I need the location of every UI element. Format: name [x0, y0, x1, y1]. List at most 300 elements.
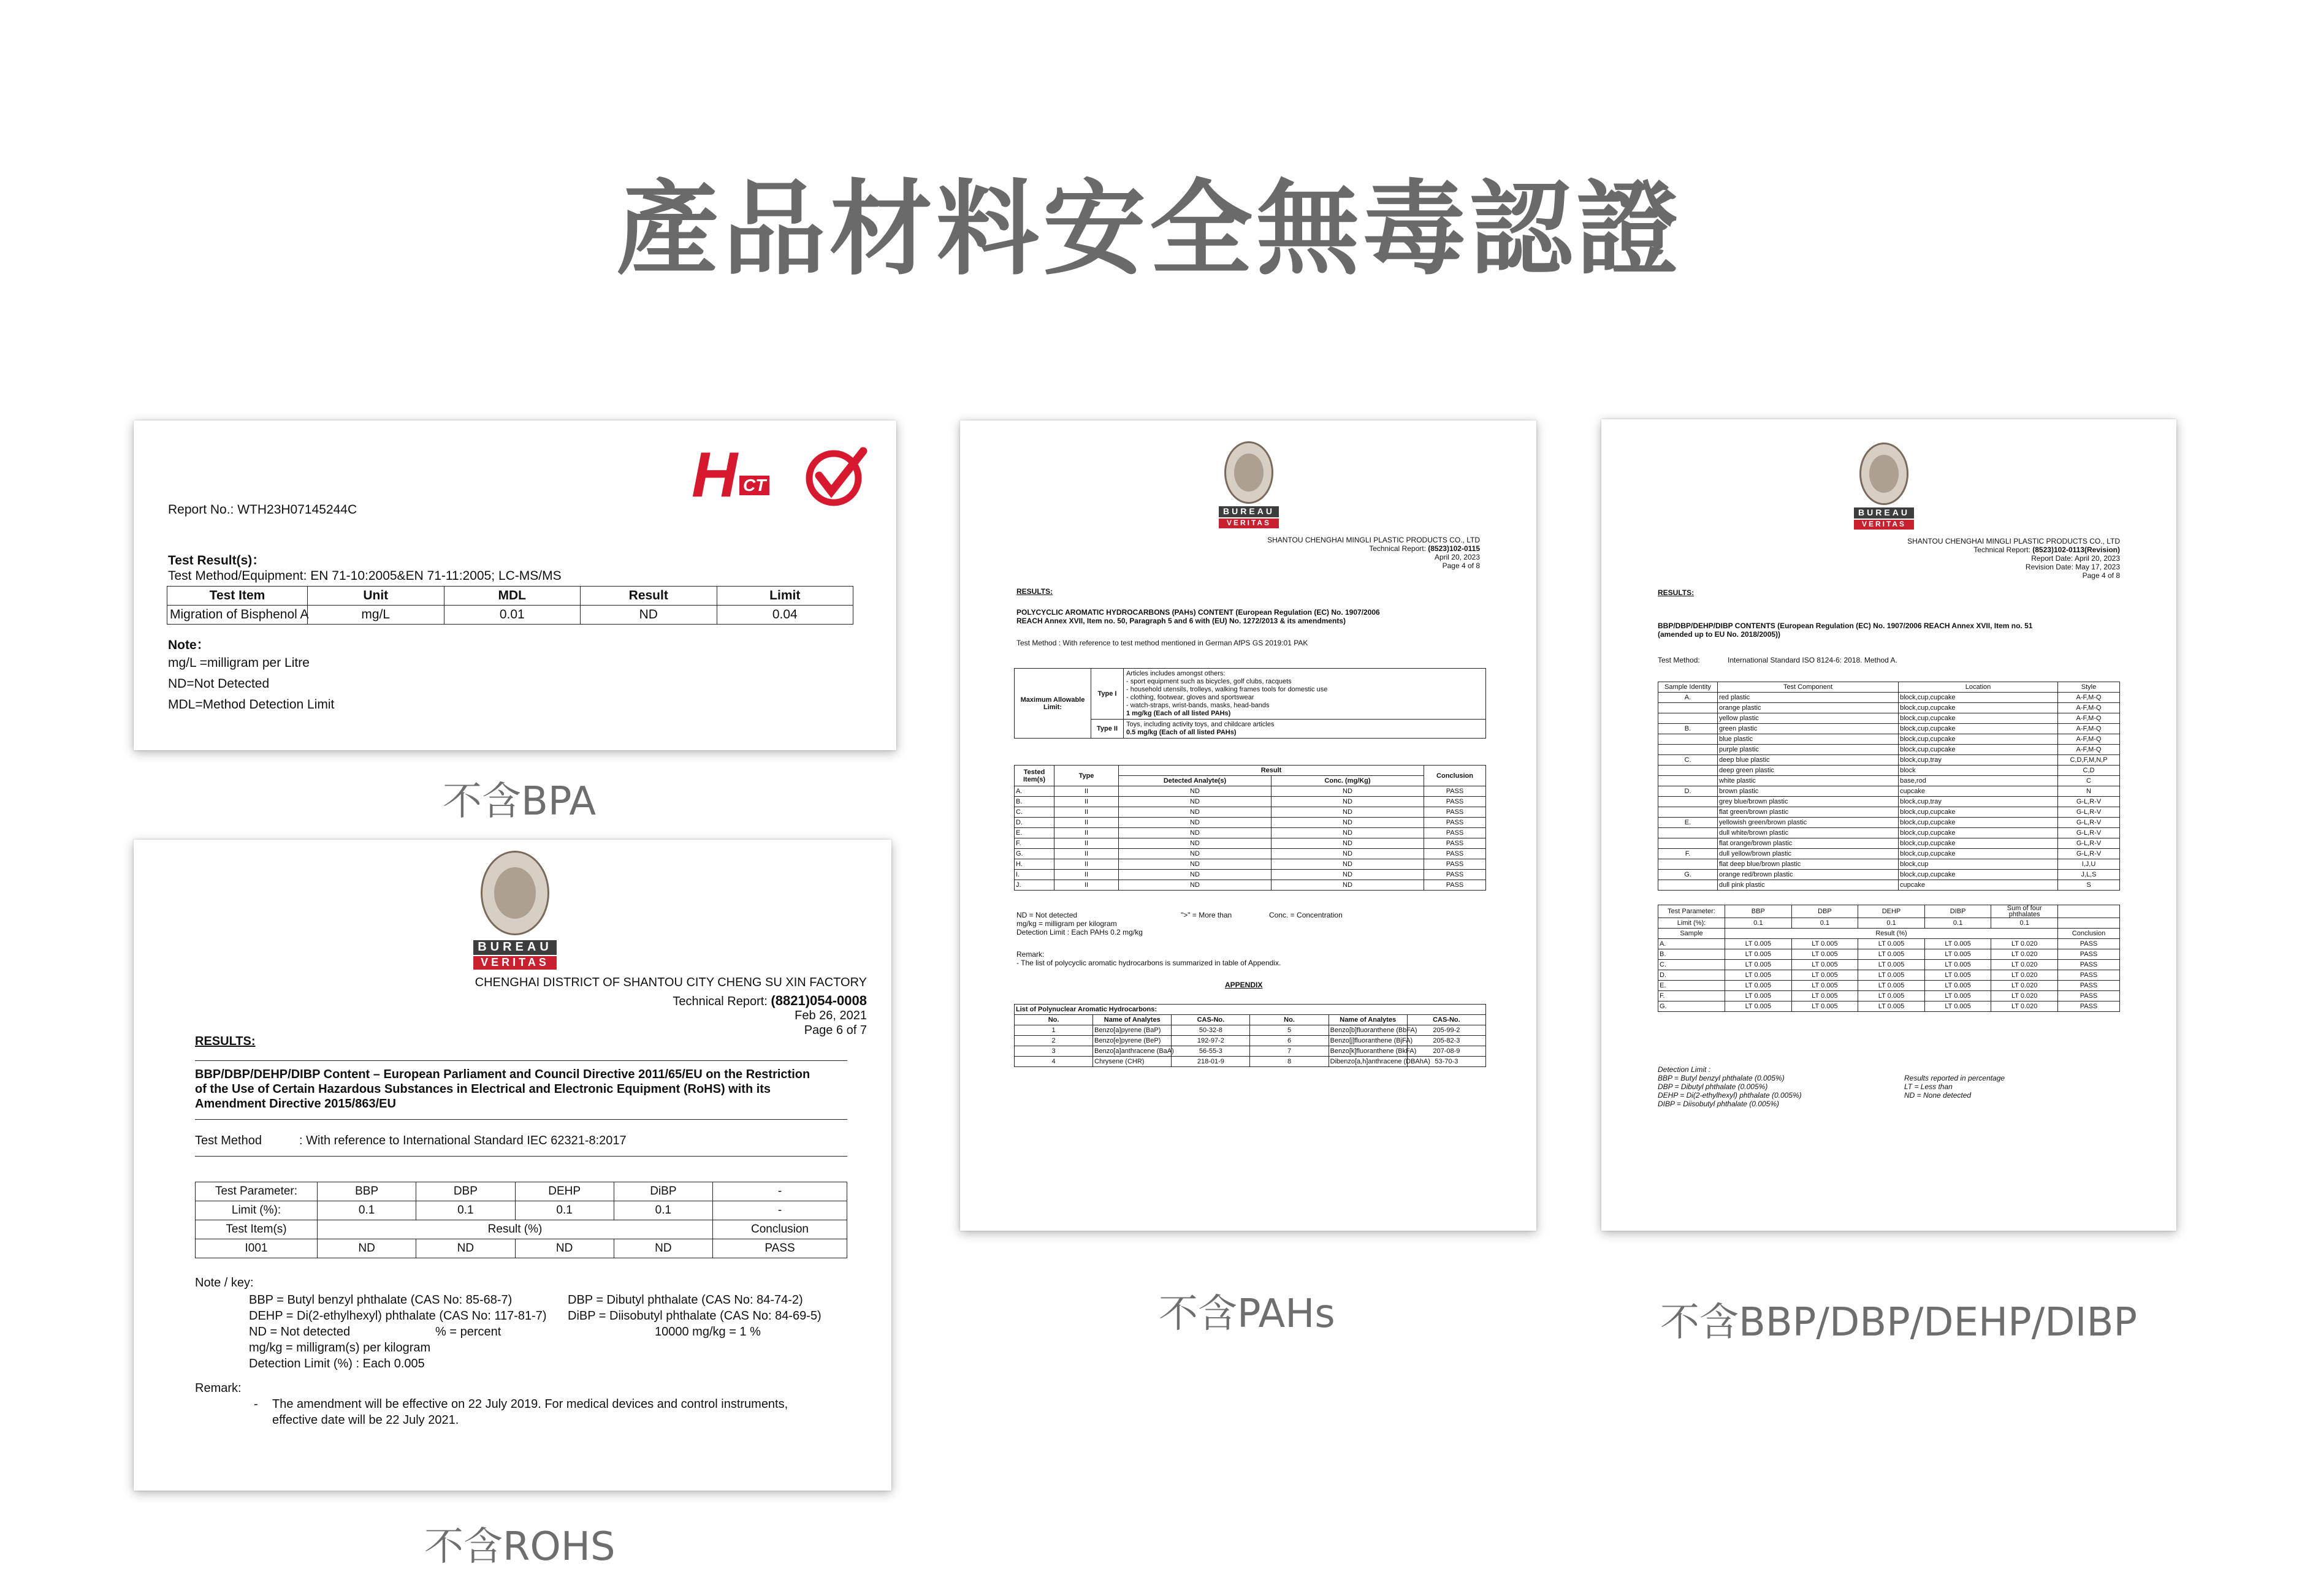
table-cell: 192-97-2 [1172, 1036, 1250, 1046]
table-cell [1658, 713, 1718, 724]
table-cell [1658, 734, 1718, 745]
table-cell: LT 0.005 [1791, 981, 1858, 991]
phthalate-result-rows [1658, 939, 2120, 1012]
desc-line: Articles includes amongst others: [1126, 670, 1226, 677]
table-row [1658, 970, 2120, 981]
bureau-veritas-logo [1854, 443, 1914, 532]
company-name: SHANTOU CHENGHAI MINGLI PLASTIC PRODUCTS CO., LTD [1267, 536, 1480, 544]
report-date: Feb 26, 2021 [795, 1009, 867, 1022]
table-header: Test Component [1718, 682, 1899, 693]
note-line: ND = Not detected [1016, 911, 1078, 919]
table-row [1015, 818, 1486, 828]
table-cell: 0.1 [318, 1201, 416, 1220]
table-row [1658, 918, 2120, 929]
pahs-result-table [1014, 765, 1486, 891]
table-cell: 2 [1015, 1036, 1093, 1046]
table-cell: block,cup,cupcake [1899, 818, 2058, 828]
table-cell: 0.1 [1858, 918, 1925, 929]
rohs-test-report [134, 840, 891, 1491]
table-row [1015, 786, 1486, 797]
table-cell: Benzo[j]fluoranthene (BjFA) [1329, 1036, 1407, 1046]
table-cell: LT 0.005 [1725, 939, 1792, 949]
table-cell: 0.1 [1924, 918, 1991, 929]
table-cell: LT 0.005 [1791, 991, 1858, 1001]
table-cell: ND [1272, 807, 1424, 818]
table-cell: block,cup,cupcake [1899, 870, 2058, 880]
table-cell: D. [1658, 970, 1725, 981]
table-cell: LT 0.005 [1791, 949, 1858, 960]
bpa-test-report [134, 420, 896, 750]
table-header: No. [1250, 1015, 1329, 1025]
table-row [196, 1220, 847, 1239]
bpa-result-table [167, 586, 853, 625]
table-cell: PASS [2058, 970, 2120, 981]
table-cell: block,cup,cupcake [1899, 724, 2058, 734]
table-cell: flat deep blue/brown plastic [1718, 859, 1899, 870]
table-cell: Benzo[a]pyrene (BaP) [1093, 1025, 1172, 1036]
report-label: Technical Report: [1369, 544, 1426, 553]
table-cell: Conclusion [2058, 929, 2120, 939]
table-header: MDL [444, 587, 581, 606]
desc-line: Toys, including activity toys, and childcare articles [1126, 721, 1275, 728]
note-line: DIBP = Diisobutyl phthalate (0.005%) [1658, 1100, 1779, 1108]
table-cell: Sample [1658, 929, 1725, 939]
caption-phthalates: 不含BBP/DBP/DEHP/DIBP [1660, 1300, 2137, 1345]
table-cell: Test Parameter: [1658, 905, 1725, 918]
table-cell: LT 0.005 [1791, 1001, 1858, 1012]
table-cell: PASS [1424, 828, 1486, 838]
hct-logo-sub: CT [739, 476, 769, 495]
table-cell: block,cup [1899, 859, 2058, 870]
sample-rows [1658, 693, 2120, 891]
table-cell: block,cup,cupcake [1899, 703, 2058, 713]
table-row [1658, 838, 2120, 849]
table-cell: 218-01-9 [1172, 1057, 1250, 1067]
revision-date: Revision Date: May 17, 2023 [2025, 563, 2120, 571]
table-cell: A. [1658, 693, 1718, 703]
table-cell: PASS [1424, 880, 1486, 891]
table-cell: II [1054, 880, 1119, 891]
phthalates-test-report [1601, 419, 2176, 1231]
table-cell: ND [1119, 870, 1272, 880]
table-header: CAS-No. [1172, 1015, 1250, 1025]
page-number: Page 4 of 8 [1442, 561, 1480, 570]
type-cell: Type II [1091, 720, 1124, 739]
table-cell: 6 [1250, 1036, 1329, 1046]
table-cell: white plastic [1718, 776, 1899, 786]
table-header: Conclusion [1424, 766, 1486, 786]
page-number: Page 4 of 8 [2082, 571, 2120, 580]
bureau-veritas-logo [1219, 441, 1279, 531]
table-header: Result [581, 587, 717, 606]
table-header: Tested Item(s) [1015, 766, 1054, 786]
table-cell: PASS [1424, 807, 1486, 818]
table-cell: G-L,R-V [2058, 807, 2120, 818]
test-method: Test Method : With reference to test method mentioned in German AfPS GS 2019:01 PAK [1016, 639, 1308, 647]
table-header: CAS-No. [1407, 1015, 1485, 1025]
bv-veritas-label: VERITAS [473, 956, 557, 970]
table-row [1658, 724, 2120, 734]
table-cell: LT 0.005 [1924, 1001, 1991, 1012]
table-cell: LT 0.005 [1725, 1001, 1792, 1012]
table-row [1015, 1046, 1486, 1057]
table-cell: 8 [1250, 1057, 1329, 1067]
table-cell: II [1054, 818, 1119, 828]
table-cell: purple plastic [1718, 745, 1899, 755]
type2-description [1124, 720, 1486, 739]
table-cell: DEHP [1858, 905, 1925, 918]
hct-logo-mark: H [692, 439, 738, 511]
table-cell: 0.1 [1991, 918, 2058, 929]
table-cell: A-F,M-Q [2058, 724, 2120, 734]
note-line: mg/kg = milligram(s) per kilogram [249, 1341, 431, 1355]
table-cell [1658, 828, 1718, 838]
table-cell: A-F,M-Q [2058, 713, 2120, 724]
table-cell: LT 0.005 [1725, 981, 1792, 991]
table-cell: C. [1658, 755, 1718, 766]
table-header-row [167, 587, 853, 606]
table-cell: I001 [196, 1239, 318, 1258]
table-row [1658, 828, 2120, 838]
table-cell [1658, 745, 1718, 755]
table-row [1015, 828, 1486, 838]
pahs-result-rows [1015, 786, 1486, 891]
table-cell: ND [1119, 818, 1272, 828]
bv-seal-icon [1859, 443, 1908, 505]
table-cell: LT 0.005 [1858, 970, 1925, 981]
note-line: ND=Not Detected [168, 677, 270, 691]
section-heading: (amended up to EU No. 2018/2005)) [1658, 630, 1781, 639]
table-cell: C,D [2058, 766, 2120, 776]
table-cell: 4 [1015, 1057, 1093, 1067]
table-cell: deep green plastic [1718, 766, 1899, 776]
note-line: ">" = More than [1181, 911, 1232, 919]
table-cell: 0.01 [444, 606, 581, 625]
pahs-test-report [960, 420, 1536, 1231]
phthalate-result-table [1658, 905, 2120, 1012]
table-cell: - [713, 1201, 847, 1220]
report-date: Report Date: April 20, 2023 [2031, 554, 2120, 563]
table-cell: flat orange/brown plastic [1718, 838, 1899, 849]
table-cell: LT 0.020 [1991, 939, 2058, 949]
table-cell: Result (%) [318, 1220, 713, 1239]
table-cell: BBP [318, 1182, 416, 1201]
table-cell: ND [1119, 849, 1272, 859]
table-cell: block,cup,cupcake [1899, 807, 2058, 818]
table-row [1658, 849, 2120, 859]
table-row [1658, 870, 2120, 880]
table-cell [1658, 838, 1718, 849]
note-line: Conc. = Concentration [1269, 911, 1343, 919]
table-cell: green plastic [1718, 724, 1899, 734]
table-cell: Benzo[e]pyrene (BeP) [1093, 1036, 1172, 1046]
remark-line: - The list of polycyclic aromatic hydrocarbons is summarized in table of Appendix. [1016, 959, 1281, 967]
table-cell: LT 0.005 [1725, 949, 1792, 960]
bv-seal-icon [481, 851, 549, 935]
table-row [1658, 745, 2120, 755]
table-row [1658, 929, 2120, 939]
table-cell [2058, 918, 2120, 929]
table-cell: F. [1015, 838, 1054, 849]
note-line: ND = None detected [1904, 1091, 1972, 1100]
table-header: Name of Analytes [1329, 1015, 1407, 1025]
note-line: DiBP = Diisobutyl phthalate (CAS No: 84-69-5) [568, 1309, 822, 1323]
table-cell: 53-70-3 [1407, 1057, 1485, 1067]
report-number: (8821)054-0008 [771, 993, 867, 1008]
table-cell: E. [1015, 828, 1054, 838]
table-row [167, 606, 853, 625]
table-cell: LT 0.005 [1924, 960, 1991, 970]
table-cell: LT 0.005 [1858, 939, 1925, 949]
results-heading: Test Result(s)： [168, 553, 265, 568]
bv-seal-icon [1224, 441, 1273, 504]
table-cell: ND [1119, 797, 1272, 807]
section-heading: REACH Annex XVII, Item no. 50, Paragraph 5 and 6 with (EU) No. 1272/2013 & its amendments) [1016, 617, 1346, 625]
table-cell: I,J,U [2058, 859, 2120, 870]
note-line: mg/L =milligram per Litre [168, 656, 310, 670]
section-heading: BBP/DBP/DEHP/DIBP Content – European Parliament and Council Directive 2011/65/EU on the Restriction [195, 1068, 810, 1081]
table-row [196, 1201, 847, 1220]
table-header: Detected Analyte(s) [1119, 776, 1272, 786]
table-cell: LT 0.005 [1858, 949, 1925, 960]
test-method: International Standard ISO 8124-6: 2018. Method A. [1728, 656, 1897, 664]
table-cell: LT 0.020 [1991, 970, 2058, 981]
divider [195, 1119, 847, 1120]
results-heading: RESULTS: [195, 1035, 256, 1048]
caption-rohs: 不含ROHS [424, 1524, 616, 1570]
table-cell [2058, 905, 2120, 918]
note-line: Detection Limit (%) : Each 0.005 [249, 1357, 425, 1370]
table-row [1658, 1001, 2120, 1012]
desc-line: 1 mg/kg (Each of all listed PAHs) [1126, 710, 1231, 717]
bv-veritas-label: VERITAS [1854, 520, 1914, 530]
table-cell: yellowish green/brown plastic [1718, 818, 1899, 828]
page-title: 產品材料安全無毒認證 [616, 169, 1683, 289]
table-cell: C,D,F,M,N,P [2058, 755, 2120, 766]
desc-line: - household utensils, trolleys, walking frames tools for domestic use [1126, 686, 1328, 693]
technical-report [673, 993, 867, 1009]
table-cell: LT 0.020 [1991, 960, 2058, 970]
table-cell: mg/L [308, 606, 444, 625]
table-cell: LT 0.005 [1858, 991, 1925, 1001]
note-line: % = percent [435, 1325, 501, 1339]
table-cell: Dibenzo[a,h]anthracene (DBAhA) [1329, 1057, 1407, 1067]
table-cell: ND [515, 1239, 614, 1258]
table-cell: A-F,M-Q [2058, 693, 2120, 703]
table-cell: ND [1119, 807, 1272, 818]
table-cell: B. [1658, 949, 1725, 960]
table-cell: A-F,M-Q [2058, 745, 2120, 755]
table-row [1015, 669, 1486, 720]
table-row [1658, 786, 2120, 797]
table-cell: Benzo[b]fluoranthene (BbFA) [1329, 1025, 1407, 1036]
table-cell: block,cup,tray [1899, 755, 2058, 766]
table-cell: PASS [1424, 859, 1486, 870]
table-cell: H. [1015, 859, 1054, 870]
table-cell: PASS [2058, 1001, 2120, 1012]
table-cell: G-L,R-V [2058, 818, 2120, 828]
table-header: Result [1119, 766, 1424, 776]
technical-report [1369, 544, 1480, 553]
table-cell: Benzo[k]fluoranthene (BkFA) [1329, 1046, 1407, 1057]
table-cell: Limit (%): [1658, 918, 1725, 929]
company-name: SHANTOU CHENGHAI MINGLI PLASTIC PRODUCTS CO., LTD [1907, 537, 2120, 545]
results-heading: RESULTS: [1016, 587, 1053, 596]
divider [195, 1060, 847, 1061]
desc-line: - watch-straps, wrist-bands, masks, head-bands [1126, 702, 1270, 709]
table-cell: 0.1 [515, 1201, 614, 1220]
table-cell: A. [1015, 786, 1054, 797]
table-cell: C [2058, 776, 2120, 786]
table-row [1015, 870, 1486, 880]
table-cell: I. [1015, 870, 1054, 880]
table-header: Name of Analytes [1093, 1015, 1172, 1025]
table-cell: II [1054, 807, 1119, 818]
table-cell: J. [1015, 880, 1054, 891]
table-row [1015, 1025, 1486, 1036]
table-header: Test Item [167, 587, 308, 606]
table-cell: II [1054, 849, 1119, 859]
table-row [1658, 859, 2120, 870]
table-row [1015, 1057, 1486, 1067]
table-cell: 205-99-2 [1407, 1025, 1485, 1036]
table-cell: B. [1015, 797, 1054, 807]
table-cell: Migration of Bisphenol A [167, 606, 308, 625]
table-cell: ND [1272, 797, 1424, 807]
table-cell: II [1054, 838, 1119, 849]
limit-label: Maximum Allowable Limit: [1015, 669, 1091, 739]
table-header: Limit [717, 587, 853, 606]
table-cell: - [713, 1182, 847, 1201]
note-line: DBP = Dibutyl phthalate (0.005%) [1658, 1082, 1768, 1091]
table-header-row [1015, 766, 1486, 776]
table-cell: II [1054, 797, 1119, 807]
report-number: (8523)102-0113(Revision) [2032, 545, 2120, 554]
table-cell: ND [1272, 870, 1424, 880]
table-cell: PASS [1424, 818, 1486, 828]
table-row [1015, 797, 1486, 807]
table-cell: 0.04 [717, 606, 853, 625]
table-cell: B. [1658, 724, 1718, 734]
table-cell: Sum of four phthalates [1991, 905, 2058, 918]
section-heading: of the Use of Certain Hazardous Substances in Electrical and Electronic Equipment (RoHS) with its [195, 1082, 771, 1096]
note-line: DEHP = Di(2-ethylhexyl) phthalate (CAS No: 117-81-7) [249, 1309, 547, 1323]
table-cell: LT 0.005 [1858, 1001, 1925, 1012]
report-label: Technical Report: [673, 995, 768, 1008]
table-cell: red plastic [1718, 693, 1899, 703]
table-cell: 205-82-3 [1407, 1036, 1485, 1046]
bv-veritas-label: VERITAS [1219, 519, 1279, 528]
table-cell: G-L,R-V [2058, 849, 2120, 859]
list-heading: List of Polynuclear Aromatic Hydrocarbons: [1015, 1005, 1486, 1015]
table-header: Location [1899, 682, 2058, 693]
table-cell: 3 [1015, 1046, 1093, 1057]
table-cell: D. [1015, 818, 1054, 828]
table-cell: block,cup,cupcake [1899, 838, 2058, 849]
detection-heading: Detection Limit : [1658, 1065, 1711, 1074]
company-name: CHENGHAI DISTRICT OF SHANTOU CITY CHENG SU XIN FACTORY [475, 976, 867, 989]
table-cell: Benzo[a]anthracene (BaA) [1093, 1046, 1172, 1057]
table-cell: ND [1272, 786, 1424, 797]
table-row [1658, 693, 2120, 703]
table-cell: blue plastic [1718, 734, 1899, 745]
table-cell: Limit (%): [196, 1201, 318, 1220]
test-method: : With reference to International Standard IEC 62321-8:2017 [299, 1134, 627, 1147]
table-cell: dull white/brown plastic [1718, 828, 1899, 838]
table-row [1658, 797, 2120, 807]
table-row [1658, 981, 2120, 991]
table-cell: G. [1015, 849, 1054, 859]
table-cell: block,cup,cupcake [1899, 734, 2058, 745]
table-cell: LT 0.005 [1924, 991, 1991, 1001]
note-line: BBP = Butyl benzyl phthalate (0.005%) [1658, 1074, 1785, 1082]
note-line: MDL=Method Detection Limit [168, 697, 335, 712]
table-row [1658, 818, 2120, 828]
table-cell: II [1054, 828, 1119, 838]
table-cell: F. [1658, 991, 1725, 1001]
remark-heading: Remark: [195, 1381, 242, 1395]
table-header: Unit [308, 587, 444, 606]
table-cell: ND [1272, 818, 1424, 828]
table-cell: PASS [1424, 838, 1486, 849]
hct-logo [692, 439, 790, 511]
table-cell: E. [1658, 818, 1718, 828]
table-row [1015, 849, 1486, 859]
table-cell: DiBP [614, 1182, 712, 1201]
table-cell: G-L,R-V [2058, 838, 2120, 849]
table-cell: LT 0.005 [1858, 960, 1925, 970]
pahs-limit-table [1014, 668, 1486, 739]
table-cell: ND [1272, 828, 1424, 838]
table-cell: 1 [1015, 1025, 1093, 1036]
table-cell: PASS [2058, 960, 2120, 970]
table-cell: 5 [1250, 1025, 1329, 1036]
table-header-row [1658, 682, 2120, 693]
appendix-heading: APPENDIX [1225, 981, 1263, 989]
type-cell: Type I [1091, 669, 1124, 720]
table-cell: ND [1272, 838, 1424, 849]
table-cell [1658, 776, 1718, 786]
bureau-veritas-logo [473, 851, 557, 971]
table-cell: PASS [1424, 797, 1486, 807]
table-cell: LT 0.005 [1858, 981, 1925, 991]
table-cell: LT 0.020 [1991, 981, 2058, 991]
table-cell: block [1899, 766, 2058, 776]
sample-table [1658, 682, 2120, 891]
table-cell: C. [1658, 960, 1725, 970]
table-cell: LT 0.005 [1791, 960, 1858, 970]
table-cell [1658, 797, 1718, 807]
table-cell: PASS [2058, 949, 2120, 960]
table-cell: G. [1658, 870, 1718, 880]
report-label: Technical Report: [1973, 545, 2030, 554]
table-row [1015, 1036, 1486, 1046]
note-heading: Note： [168, 638, 210, 652]
table-cell: 0.1 [1725, 918, 1792, 929]
note-line: ND = Not detected [249, 1325, 351, 1339]
table-header: Conc. (mg/Kg) [1272, 776, 1424, 786]
table-cell: LT 0.020 [1991, 1001, 2058, 1012]
table-cell: C. [1015, 807, 1054, 818]
table-cell: cupcake [1899, 786, 2058, 797]
table-row [1658, 755, 2120, 766]
table-cell: A-F,M-Q [2058, 734, 2120, 745]
table-cell: PASS [1424, 786, 1486, 797]
table-cell: ND [581, 606, 717, 625]
table-cell: 56-55-3 [1172, 1046, 1250, 1057]
table-cell: 0.1 [1791, 918, 1858, 929]
desc-line: - clothing, footwear, gloves and sportswear [1126, 694, 1254, 701]
